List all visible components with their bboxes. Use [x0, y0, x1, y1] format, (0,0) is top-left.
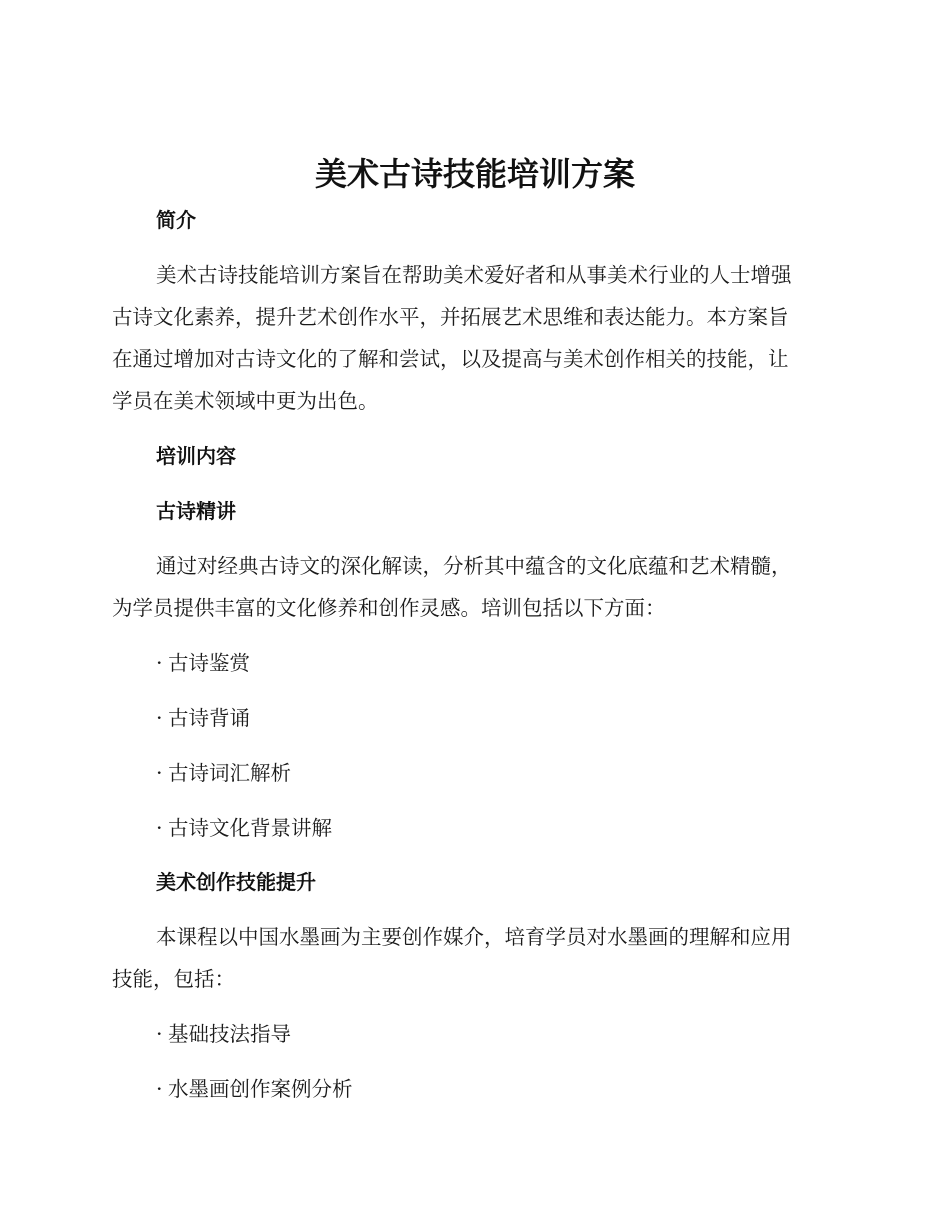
- list-item: [156, 1074, 353, 1104]
- list-item-text: 基础技法指导: [168, 1022, 291, 1046]
- bullet-mark: ·: [156, 1022, 163, 1046]
- paragraph-line: 为学员提供丰富的文化修养和创作灵感。培训包括以下方面：: [112, 596, 666, 620]
- list-item: [156, 1019, 291, 1049]
- bullet-mark: ·: [156, 651, 163, 675]
- poetry-paragraph: [112, 545, 832, 629]
- bullet-mark: ·: [156, 761, 163, 785]
- paragraph-line: 学员在美术领域中更为出色。: [112, 389, 379, 413]
- section-heading-art: 美术创作技能提升: [156, 870, 316, 894]
- paragraph-line: 古诗文化素养，提升艺术创作水平，并拓展艺术思维和表达能力。本方案旨: [112, 305, 789, 329]
- paragraph-line: 本课程以中国水墨画为主要创作媒介，培育学员对水墨画的理解和应用: [156, 925, 792, 949]
- bullet-mark: ·: [156, 706, 163, 730]
- list-item: [156, 758, 291, 788]
- paragraph-line: 技能，包括：: [112, 967, 235, 991]
- document-title: 美术古诗技能培训方案: [314, 155, 635, 193]
- bullet-mark: ·: [156, 1077, 163, 1101]
- list-item-text: 古诗词汇解析: [168, 761, 291, 785]
- list-item-text: 古诗鉴赏: [168, 651, 250, 675]
- section-heading-poetry: 古诗精讲: [156, 499, 236, 523]
- list-item-text: 古诗文化背景讲解: [168, 816, 332, 840]
- paragraph-line: 通过对经典古诗文的深化解读，分析其中蕴含的文化底蕴和艺术精髓，: [156, 554, 792, 578]
- list-item: [156, 648, 250, 678]
- paragraph-line: 美术古诗技能培训方案旨在帮助美术爱好者和从事美术行业的人士增强: [156, 263, 792, 287]
- art-paragraph: [112, 916, 832, 1000]
- list-item-text: 古诗背诵: [168, 706, 250, 730]
- list-item: [156, 703, 250, 733]
- bullet-mark: ·: [156, 816, 163, 840]
- section-heading-intro: 简介: [156, 208, 196, 232]
- list-item-text: 水墨画创作案例分析: [168, 1077, 353, 1101]
- paragraph-line: 在通过增加对古诗文化的了解和尝试，以及提高与美术创作相关的技能，让: [112, 347, 789, 371]
- section-heading-content: 培训内容: [156, 444, 236, 468]
- list-item: [156, 813, 332, 843]
- intro-paragraph: [112, 254, 832, 422]
